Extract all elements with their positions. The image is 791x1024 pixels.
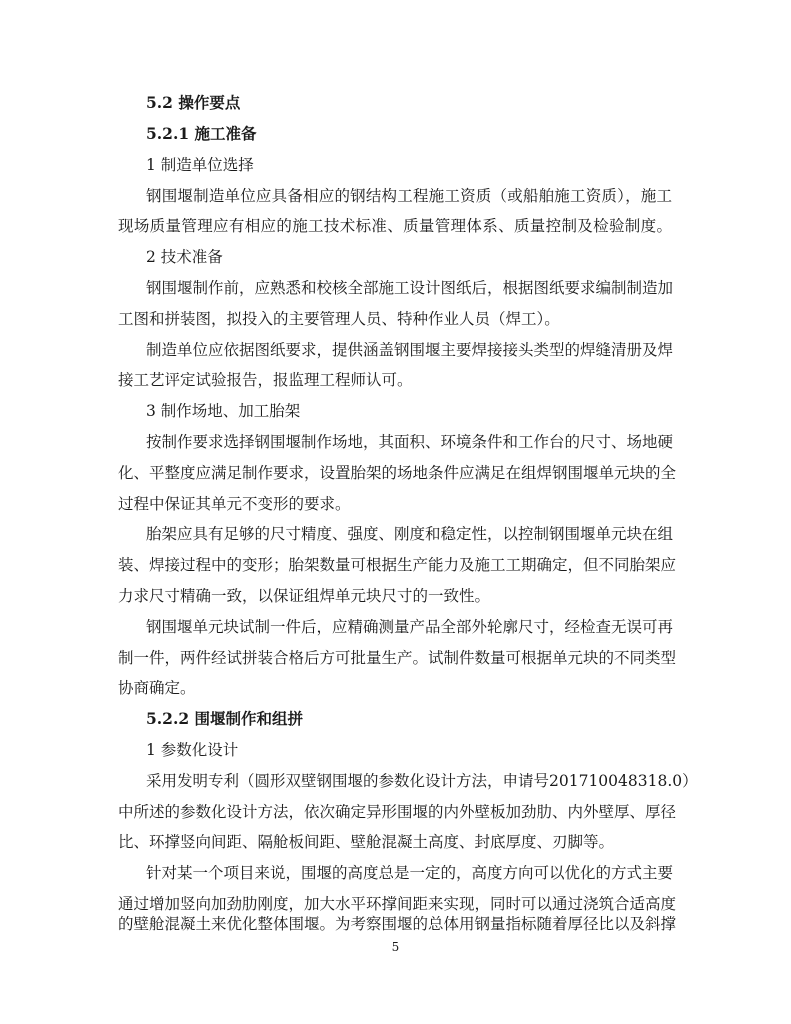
- item-heading: 1 参数化设计: [146, 741, 239, 759]
- paragraph-line: 通过增加竖向加劲肋刚度，加大水平环撑间距来实现，同时可以通过浇筑合适高度: [118, 895, 677, 913]
- paragraph-line: 装、焊接过程中的变形；胎架数量可根据生产能力及施工工期确定，但不同胎架应: [118, 556, 677, 574]
- paragraph-line: 过程中保证其单元不变形的要求。: [118, 495, 351, 513]
- paragraph-line: 中所述的参数化设计方法，依次确定异形围堰的内外壁板加劲肋、内外壁厚、厚径: [118, 803, 677, 821]
- section-heading: 5.2 操作要点: [146, 93, 241, 112]
- paragraph-line: 钢围堰制作前，应熟悉和校核全部施工设计图纸后，根据图纸要求编制制造加: [146, 279, 674, 297]
- item-heading: 2 技术准备: [146, 248, 223, 266]
- subsection-heading: 5.2.2 围堰制作和组拼: [146, 709, 304, 728]
- paragraph-line: 制造单位应依据图纸要求，提供涵盖钢围堰主要焊接接头类型的焊缝清册及焊: [146, 341, 674, 359]
- paragraph-line: 的壁舱混凝土来优化整体围堰。为考察围堰的总体用钢量指标随着厚径比以及斜撑: [118, 915, 677, 933]
- page-number: 5: [391, 940, 400, 954]
- paragraph-line: 接工艺评定试验报告，报监理工程师认可。: [118, 371, 413, 389]
- paragraph-line: 采用发明专利（圆形双壁钢围堰的参数化设计方法，申请号201710048318.0）: [146, 772, 698, 790]
- paragraph-line: 现场质量管理应有相应的施工技术标准、质量管理体系、质量控制及检验制度。: [118, 217, 672, 235]
- subsection-heading: 5.2.1 施工准备: [146, 124, 257, 143]
- paragraph-line: 化、平整度应满足制作要求，设置胎架的场地条件应满足在组焊钢围堰单元块的全: [118, 464, 677, 482]
- paragraph-line: 钢围堰单元块试制一件后，应精确测量产品全部外轮廓尺寸，经检查无误可再: [146, 618, 674, 636]
- paragraph-line: 协商确定。: [118, 679, 196, 697]
- paragraph-line: 胎架应具有足够的尺寸精度、强度、刚度和稳定性，以控制钢围堰单元块在组: [146, 525, 674, 543]
- paragraph-line: 按制作要求选择钢围堰制作场地，其面积、环境条件和工作台的尺寸、场地硬: [146, 433, 674, 451]
- paragraph-line: 力求尺寸精确一致，以保证组焊单元块尺寸的一致性。: [118, 587, 491, 605]
- item-heading: 3 制作场地、加工胎架: [146, 402, 301, 420]
- paragraph-line: 钢围堰制造单位应具备相应的钢结构工程施工资质（或船舶施工资质），施工: [146, 187, 672, 205]
- paragraph-line: 制一件，两件经试拼装合格后方可批量生产。试制件数量可根据单元块的不同类型: [118, 649, 677, 667]
- paragraph-line: 比、环撑竖向间距、隔舱板间距、壁舱混凝土高度、封底厚度、刃脚等。: [118, 833, 615, 851]
- paragraph-line: 针对某一个项目来说，围堰的高度总是一定的，高度方向可以优化的方式主要: [146, 864, 674, 882]
- paragraph-line: 工图和拼装图，拟投入的主要管理人员、特种作业人员（焊工）。: [118, 310, 560, 328]
- item-heading: 1 制造单位选择: [146, 156, 254, 174]
